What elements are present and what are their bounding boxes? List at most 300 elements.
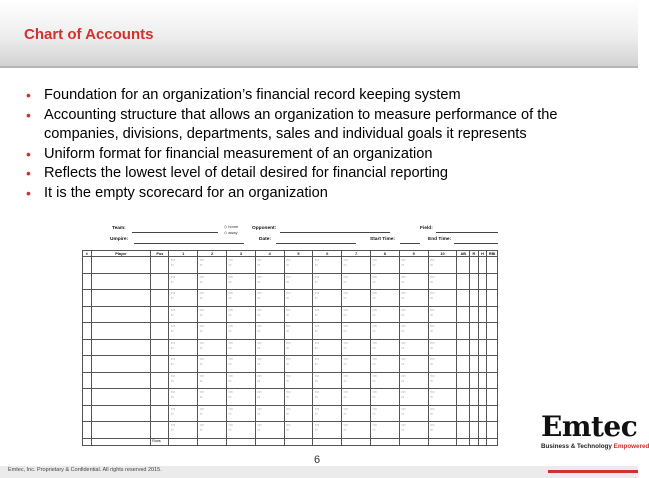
base-marks: ▫▫▫ bbox=[343, 307, 349, 312]
scorecard-cell bbox=[370, 339, 399, 356]
base-marks: ▫▫▫ bbox=[228, 406, 233, 411]
base-marks: ▫▫▫ bbox=[286, 423, 291, 427]
base-marks: ▫▫▫ bbox=[401, 258, 406, 262]
count-marks: ▫▫ bbox=[401, 428, 405, 432]
field-label: Field: bbox=[420, 226, 433, 231]
bullet-text: Foundation for an organization’s financial record keeping system bbox=[44, 87, 461, 103]
scorecard-cell bbox=[313, 356, 342, 373]
scorecard-cell bbox=[342, 323, 371, 340]
base-marks: ▫▫▫ bbox=[228, 423, 233, 427]
scorecard-cell bbox=[255, 405, 284, 422]
scorecard-cell bbox=[342, 273, 371, 290]
scorecard-cell bbox=[255, 306, 284, 323]
scorecard-total-cell bbox=[169, 438, 198, 445]
base-marks: ▫▫▫ bbox=[170, 258, 176, 262]
scorecard-cell bbox=[457, 323, 470, 340]
scorecard-column-header: R bbox=[470, 251, 479, 257]
base-marks: ▫▫▫ bbox=[228, 373, 233, 378]
scorecard-column-header: # bbox=[83, 251, 92, 257]
scorecard-column-header: 2 bbox=[198, 251, 227, 257]
scorecard-cell bbox=[255, 356, 284, 373]
count-marks: ▫▫ bbox=[199, 263, 203, 267]
base-marks: ▫▫▫ bbox=[199, 373, 205, 378]
base-marks: ▫▫▫ bbox=[228, 274, 233, 279]
base-marks: ▫▫▫ bbox=[430, 274, 435, 279]
count-marks: ▫▫ bbox=[372, 279, 376, 284]
scorecard-cell bbox=[457, 290, 470, 307]
base-marks: ▫▫▫ bbox=[286, 307, 291, 312]
base-marks: ▫▫▫ bbox=[286, 373, 291, 378]
count-marks: ▫▫ bbox=[286, 263, 290, 267]
count-marks: ▫▫ bbox=[372, 395, 376, 399]
base-marks: ▫▫▫ bbox=[228, 307, 233, 312]
base-marks: ▫▫▫ bbox=[228, 258, 233, 262]
count-marks: ▫▫ bbox=[430, 279, 434, 284]
count-marks: ▫▫ bbox=[314, 329, 318, 333]
base-marks: ▫▫▫ bbox=[314, 291, 320, 295]
base-marks: ▫▫▫ bbox=[401, 291, 406, 295]
count-marks: ▫▫ bbox=[372, 428, 376, 432]
scorecard-cell bbox=[151, 405, 169, 422]
base-marks: ▫▫▫ bbox=[401, 406, 406, 411]
count-marks: ▫▫ bbox=[430, 312, 434, 317]
count-marks: ▫▫ bbox=[286, 428, 290, 432]
scorecard-cell bbox=[457, 372, 470, 389]
bullet-text: Accounting structure that allows an organization to measure performance of the companies, divisions, departments, sales and individual goals it represents bbox=[44, 106, 558, 142]
base-marks: ▫▫▫ bbox=[372, 390, 377, 394]
bullet-dot-icon: • bbox=[26, 145, 31, 162]
scorecard-column-header: 1 bbox=[169, 251, 198, 257]
scorecard-cell bbox=[226, 405, 255, 422]
scorecard-cell bbox=[226, 389, 255, 406]
base-marks: ▫▫▫ bbox=[228, 324, 233, 328]
scorecard-cell bbox=[470, 306, 479, 323]
count-marks: ▫▫ bbox=[401, 411, 405, 416]
scorecard-cell bbox=[255, 372, 284, 389]
base-marks: ▫▫▫ bbox=[199, 274, 205, 279]
count-marks: ▫▫ bbox=[170, 345, 174, 350]
count-marks: ▫▫ bbox=[286, 312, 290, 317]
scorecard-cell bbox=[91, 372, 151, 389]
base-marks: ▫▫▫ bbox=[430, 357, 435, 361]
scorecard-cell bbox=[284, 273, 313, 290]
scorecard-cell bbox=[83, 290, 92, 307]
scorecard-cell bbox=[169, 356, 198, 373]
scorecard-cell bbox=[428, 339, 457, 356]
scorecard-cell bbox=[255, 422, 284, 439]
footer-text: Emtec, Inc. Proprietary & Confidential. All rights reserved 2015. bbox=[8, 467, 162, 473]
base-marks: ▫▫▫ bbox=[372, 357, 377, 361]
count-marks: ▫▫ bbox=[430, 411, 434, 416]
emtec-logo bbox=[541, 410, 649, 450]
scorecard-cell bbox=[83, 389, 92, 406]
base-marks: ▫▫▫ bbox=[286, 258, 291, 262]
base-marks: ▫▫▫ bbox=[343, 274, 349, 279]
count-marks: ▫▫ bbox=[257, 312, 261, 317]
scorecard-cell bbox=[399, 257, 428, 274]
scorecard-cell bbox=[151, 323, 169, 340]
base-marks: ▫▫▫ bbox=[314, 324, 320, 328]
scorecard-cell bbox=[487, 372, 498, 389]
base-marks: ▫▫▫ bbox=[228, 390, 233, 394]
base-marks: ▫▫▫ bbox=[430, 324, 435, 328]
away-option: ◇ away bbox=[224, 230, 238, 235]
scorecard-total-cell bbox=[198, 438, 227, 445]
base-marks: ▫▫▫ bbox=[199, 258, 205, 262]
base-marks: ▫▫▫ bbox=[343, 340, 349, 345]
count-marks: ▫▫ bbox=[430, 378, 434, 383]
scorecard-grid bbox=[82, 250, 498, 446]
scorecard-cell bbox=[91, 422, 151, 439]
scorecard-cell bbox=[428, 356, 457, 373]
scorecard-cell bbox=[428, 422, 457, 439]
opponent-label: Opponent: bbox=[252, 226, 277, 231]
count-marks: ▫▫ bbox=[286, 395, 290, 399]
scorecard-cell bbox=[91, 257, 151, 274]
count-marks: ▫▫ bbox=[257, 378, 261, 383]
count-marks: ▫▫ bbox=[257, 329, 261, 333]
count-marks: ▫▫ bbox=[401, 296, 405, 300]
count-marks: ▫▫ bbox=[199, 312, 203, 317]
count-marks: ▫▫ bbox=[286, 296, 290, 300]
base-marks: ▫▫▫ bbox=[228, 340, 233, 345]
base-marks: ▫▫▫ bbox=[257, 324, 262, 328]
count-marks: ▫▫ bbox=[401, 263, 405, 267]
scorecard-cell bbox=[226, 372, 255, 389]
scorecard-cell bbox=[198, 257, 227, 274]
bullet-dot-icon: • bbox=[26, 106, 31, 123]
scorecard-cell bbox=[151, 372, 169, 389]
scorecard-cell bbox=[91, 323, 151, 340]
count-marks: ▫▫ bbox=[170, 395, 174, 399]
scorecard-cell bbox=[370, 290, 399, 307]
scorecard-cell bbox=[226, 323, 255, 340]
scorecard-image bbox=[82, 224, 498, 443]
scorecard-column-header: Player bbox=[91, 251, 151, 257]
scorecard-row bbox=[83, 306, 498, 323]
base-marks: ▫▫▫ bbox=[430, 373, 435, 378]
home-option: ◇ home bbox=[224, 224, 239, 229]
scorecard-total-cell bbox=[284, 438, 313, 445]
scorecard-cell bbox=[478, 290, 487, 307]
count-marks: ▫▫ bbox=[314, 263, 318, 267]
scorecard-cell bbox=[399, 323, 428, 340]
scorecard-cell bbox=[198, 339, 227, 356]
end-time-line bbox=[454, 243, 498, 244]
scorecard-cell bbox=[169, 372, 198, 389]
count-marks: ▫▫ bbox=[286, 345, 290, 350]
scorecard-cell bbox=[313, 339, 342, 356]
scorecard-cell bbox=[487, 273, 498, 290]
base-marks: ▫▫▫ bbox=[430, 307, 435, 312]
scorecard-total-cell bbox=[226, 438, 255, 445]
count-marks: ▫▫ bbox=[372, 329, 376, 333]
scorecard-cell bbox=[457, 356, 470, 373]
scorecard-cell bbox=[91, 356, 151, 373]
scorecard-cell bbox=[255, 290, 284, 307]
count-marks: ▫▫ bbox=[199, 411, 203, 416]
scorecard-row bbox=[83, 323, 498, 340]
scorecard-cell bbox=[342, 306, 371, 323]
scorecard-cell bbox=[226, 306, 255, 323]
count-marks: ▫▫ bbox=[257, 428, 261, 432]
scorecard-cell bbox=[198, 372, 227, 389]
scorecard-cell bbox=[457, 422, 470, 439]
scorecard-row bbox=[83, 273, 498, 290]
scorecard-cell bbox=[342, 339, 371, 356]
scorecard-cell bbox=[487, 389, 498, 406]
scorecard-cell bbox=[83, 372, 92, 389]
scorecard-cell bbox=[370, 306, 399, 323]
scorecard-cell bbox=[284, 372, 313, 389]
base-marks: ▫▫▫ bbox=[170, 423, 176, 427]
count-marks: ▫▫ bbox=[430, 362, 434, 366]
scorecard-cell bbox=[478, 306, 487, 323]
base-marks: ▫▫▫ bbox=[257, 340, 262, 345]
base-marks: ▫▫▫ bbox=[430, 406, 435, 411]
count-marks: ▫▫ bbox=[170, 312, 174, 317]
count-marks: ▫▫ bbox=[343, 411, 347, 416]
scorecard-total-cell bbox=[428, 438, 457, 445]
count-marks: ▫▫ bbox=[343, 378, 347, 383]
scorecard-cell bbox=[370, 405, 399, 422]
base-marks: ▫▫▫ bbox=[228, 357, 233, 361]
count-marks: ▫▫ bbox=[228, 395, 232, 399]
scorecard-cell bbox=[428, 323, 457, 340]
count-marks: ▫▫ bbox=[257, 395, 261, 399]
count-marks: ▫▫ bbox=[314, 345, 318, 350]
base-marks: ▫▫▫ bbox=[343, 406, 349, 411]
scorecard-cell bbox=[151, 339, 169, 356]
base-marks: ▫▫▫ bbox=[343, 324, 349, 328]
scorecard-cell bbox=[470, 356, 479, 373]
count-marks: ▫▫ bbox=[228, 362, 232, 366]
scorecard-cell bbox=[198, 405, 227, 422]
logo-tagline: Business & Technology Empowered bbox=[541, 443, 649, 450]
base-marks: ▫▫▫ bbox=[401, 357, 406, 361]
scorecard-cell bbox=[370, 422, 399, 439]
scorecard-cell bbox=[313, 290, 342, 307]
base-marks: ▫▫▫ bbox=[372, 307, 377, 312]
opponent-line bbox=[280, 232, 390, 233]
scorecard-cell bbox=[399, 356, 428, 373]
scorecard-total-cell bbox=[370, 438, 399, 445]
count-marks: ▫▫ bbox=[170, 411, 174, 416]
count-marks: ▫▫ bbox=[343, 279, 347, 284]
bullet-list bbox=[26, 86, 616, 203]
base-marks: ▫▫▫ bbox=[314, 423, 320, 427]
count-marks: ▫▫ bbox=[170, 378, 174, 383]
scorecard-cell bbox=[226, 273, 255, 290]
scorecard-cell bbox=[470, 339, 479, 356]
base-marks: ▫▫▫ bbox=[430, 423, 435, 427]
scorecard-cell bbox=[226, 356, 255, 373]
base-marks: ▫▫▫ bbox=[314, 307, 320, 312]
count-marks: ▫▫ bbox=[170, 263, 174, 267]
scorecard-cell bbox=[478, 372, 487, 389]
count-marks: ▫▫ bbox=[343, 312, 347, 317]
scorecard-cell bbox=[284, 339, 313, 356]
count-marks: ▫▫ bbox=[314, 296, 318, 300]
scorecard-cell bbox=[169, 323, 198, 340]
scorecard-total-cell bbox=[478, 438, 487, 445]
base-marks: ▫▫▫ bbox=[199, 340, 205, 345]
base-marks: ▫▫▫ bbox=[257, 423, 262, 427]
count-marks: ▫▫ bbox=[199, 296, 203, 300]
scorecard-total-cell bbox=[399, 438, 428, 445]
count-marks: ▫▫ bbox=[401, 345, 405, 350]
scorecard-cell bbox=[428, 372, 457, 389]
slide-title: Chart of Accounts bbox=[24, 26, 154, 43]
base-marks: ▫▫▫ bbox=[170, 274, 176, 279]
count-marks: ▫▫ bbox=[430, 345, 434, 350]
date-line bbox=[276, 243, 356, 244]
scorecard-cell bbox=[470, 323, 479, 340]
count-marks: ▫▫ bbox=[199, 428, 203, 432]
count-marks: ▫▫ bbox=[372, 378, 376, 383]
base-marks: ▫▫▫ bbox=[257, 258, 262, 262]
base-marks: ▫▫▫ bbox=[170, 390, 176, 394]
bullet-item bbox=[26, 86, 616, 106]
base-marks: ▫▫▫ bbox=[286, 340, 291, 345]
count-marks: ▫▫ bbox=[372, 345, 376, 350]
count-marks: ▫▫ bbox=[257, 263, 261, 267]
scorecard-cell bbox=[370, 389, 399, 406]
bullet-text: Uniform format for financial measurement of an organization bbox=[44, 145, 433, 162]
scorecard-column-header: Pos bbox=[151, 251, 169, 257]
scorecard-row bbox=[83, 339, 498, 356]
scorecard-column-header: H bbox=[478, 251, 487, 257]
base-marks: ▫▫▫ bbox=[170, 357, 176, 361]
count-marks: ▫▫ bbox=[343, 329, 347, 333]
scorecard-column-header: RBI bbox=[487, 251, 498, 257]
scorecard-cell bbox=[226, 339, 255, 356]
scorecard-row bbox=[83, 356, 498, 373]
bullet-item bbox=[26, 106, 616, 145]
count-marks: ▫▫ bbox=[314, 428, 318, 432]
count-marks: ▫▫ bbox=[286, 378, 290, 383]
count-marks: ▫▫ bbox=[199, 378, 203, 383]
scorecard-cell bbox=[169, 257, 198, 274]
base-marks: ▫▫▫ bbox=[170, 324, 176, 328]
bullet-dot-icon: • bbox=[26, 87, 31, 103]
scorecard-cell bbox=[478, 323, 487, 340]
bullet-item bbox=[26, 145, 616, 165]
scorecard-cell bbox=[428, 389, 457, 406]
scorecard-cell bbox=[399, 372, 428, 389]
count-marks: ▫▫ bbox=[372, 312, 376, 317]
base-marks: ▫▫▫ bbox=[430, 291, 435, 295]
base-marks: ▫▫▫ bbox=[257, 390, 262, 394]
scorecard-cell bbox=[313, 405, 342, 422]
scorecard-column-header: AB bbox=[457, 251, 470, 257]
count-marks: ▫▫ bbox=[401, 312, 405, 317]
bullet-dot-icon: • bbox=[26, 184, 31, 201]
scorecard-cell bbox=[83, 339, 92, 356]
count-marks: ▫▫ bbox=[170, 362, 174, 366]
scorecard-total-cell bbox=[91, 438, 151, 445]
scorecard-cell bbox=[370, 372, 399, 389]
scorecard-cell bbox=[370, 356, 399, 373]
footer-accent-bar bbox=[548, 470, 638, 473]
count-marks: ▫▫ bbox=[372, 411, 376, 416]
count-marks: ▫▫ bbox=[228, 329, 232, 333]
base-marks: ▫▫▫ bbox=[286, 291, 291, 295]
scorecard-cell bbox=[226, 422, 255, 439]
base-marks: ▫▫▫ bbox=[401, 274, 406, 279]
count-marks: ▫▫ bbox=[170, 279, 174, 284]
scorecard-cell bbox=[342, 356, 371, 373]
scorecard-cell bbox=[198, 306, 227, 323]
scorecard-cell bbox=[198, 356, 227, 373]
scorecard-cell bbox=[284, 356, 313, 373]
scorecard-cell bbox=[83, 306, 92, 323]
base-marks: ▫▫▫ bbox=[199, 390, 205, 394]
base-marks: ▫▫▫ bbox=[314, 406, 320, 411]
scorecard-cell bbox=[151, 306, 169, 323]
scorecard-row bbox=[83, 405, 498, 422]
scorecard-cell bbox=[370, 273, 399, 290]
base-marks: ▫▫▫ bbox=[372, 423, 377, 427]
slide-header bbox=[0, 0, 638, 66]
scorecard-cell bbox=[151, 273, 169, 290]
count-marks: ▫▫ bbox=[314, 378, 318, 383]
count-marks: ▫▫ bbox=[228, 428, 232, 432]
scorecard-cell bbox=[399, 273, 428, 290]
base-marks: ▫▫▫ bbox=[343, 423, 349, 427]
count-marks: ▫▫ bbox=[343, 428, 347, 432]
logo-wordmark: Emtec bbox=[541, 410, 638, 443]
scorecard-cell bbox=[313, 323, 342, 340]
scorecard-column-header: 5 bbox=[284, 251, 313, 257]
base-marks: ▫▫▫ bbox=[343, 390, 349, 394]
scorecard-cell bbox=[83, 356, 92, 373]
scorecard-total-cell: Runs bbox=[151, 438, 169, 445]
count-marks: ▫▫ bbox=[228, 279, 232, 284]
scorecard-cell bbox=[399, 422, 428, 439]
scorecard-row bbox=[83, 257, 498, 274]
team-label: Team: bbox=[112, 226, 126, 231]
scorecard-cell bbox=[487, 290, 498, 307]
bullet-dot-icon: • bbox=[26, 165, 31, 181]
scorecard-cell bbox=[457, 257, 470, 274]
scorecard-total-cell bbox=[83, 438, 92, 445]
base-marks: ▫▫▫ bbox=[257, 406, 262, 411]
base-marks: ▫▫▫ bbox=[343, 373, 349, 378]
count-marks: ▫▫ bbox=[199, 345, 203, 350]
count-marks: ▫▫ bbox=[343, 263, 347, 267]
scorecard-column-header: 6 bbox=[313, 251, 342, 257]
scorecard-cell bbox=[313, 422, 342, 439]
scorecard-total-cell bbox=[487, 438, 498, 445]
count-marks: ▫▫ bbox=[314, 362, 318, 366]
base-marks: ▫▫▫ bbox=[199, 307, 205, 312]
scorecard-cell bbox=[198, 422, 227, 439]
scorecard-cell bbox=[83, 422, 92, 439]
base-marks: ▫▫▫ bbox=[170, 291, 176, 295]
start-time-line bbox=[400, 243, 420, 244]
base-marks: ▫▫▫ bbox=[372, 373, 377, 378]
bullet-item bbox=[26, 164, 616, 184]
scorecard-cell bbox=[198, 389, 227, 406]
scorecard-cell bbox=[91, 273, 151, 290]
count-marks: ▫▫ bbox=[228, 312, 232, 317]
scorecard-cell bbox=[284, 290, 313, 307]
base-marks: ▫▫▫ bbox=[257, 357, 262, 361]
scorecard-cell bbox=[83, 257, 92, 274]
scorecard-column-header: 7 bbox=[342, 251, 371, 257]
base-marks: ▫▫▫ bbox=[170, 406, 176, 411]
